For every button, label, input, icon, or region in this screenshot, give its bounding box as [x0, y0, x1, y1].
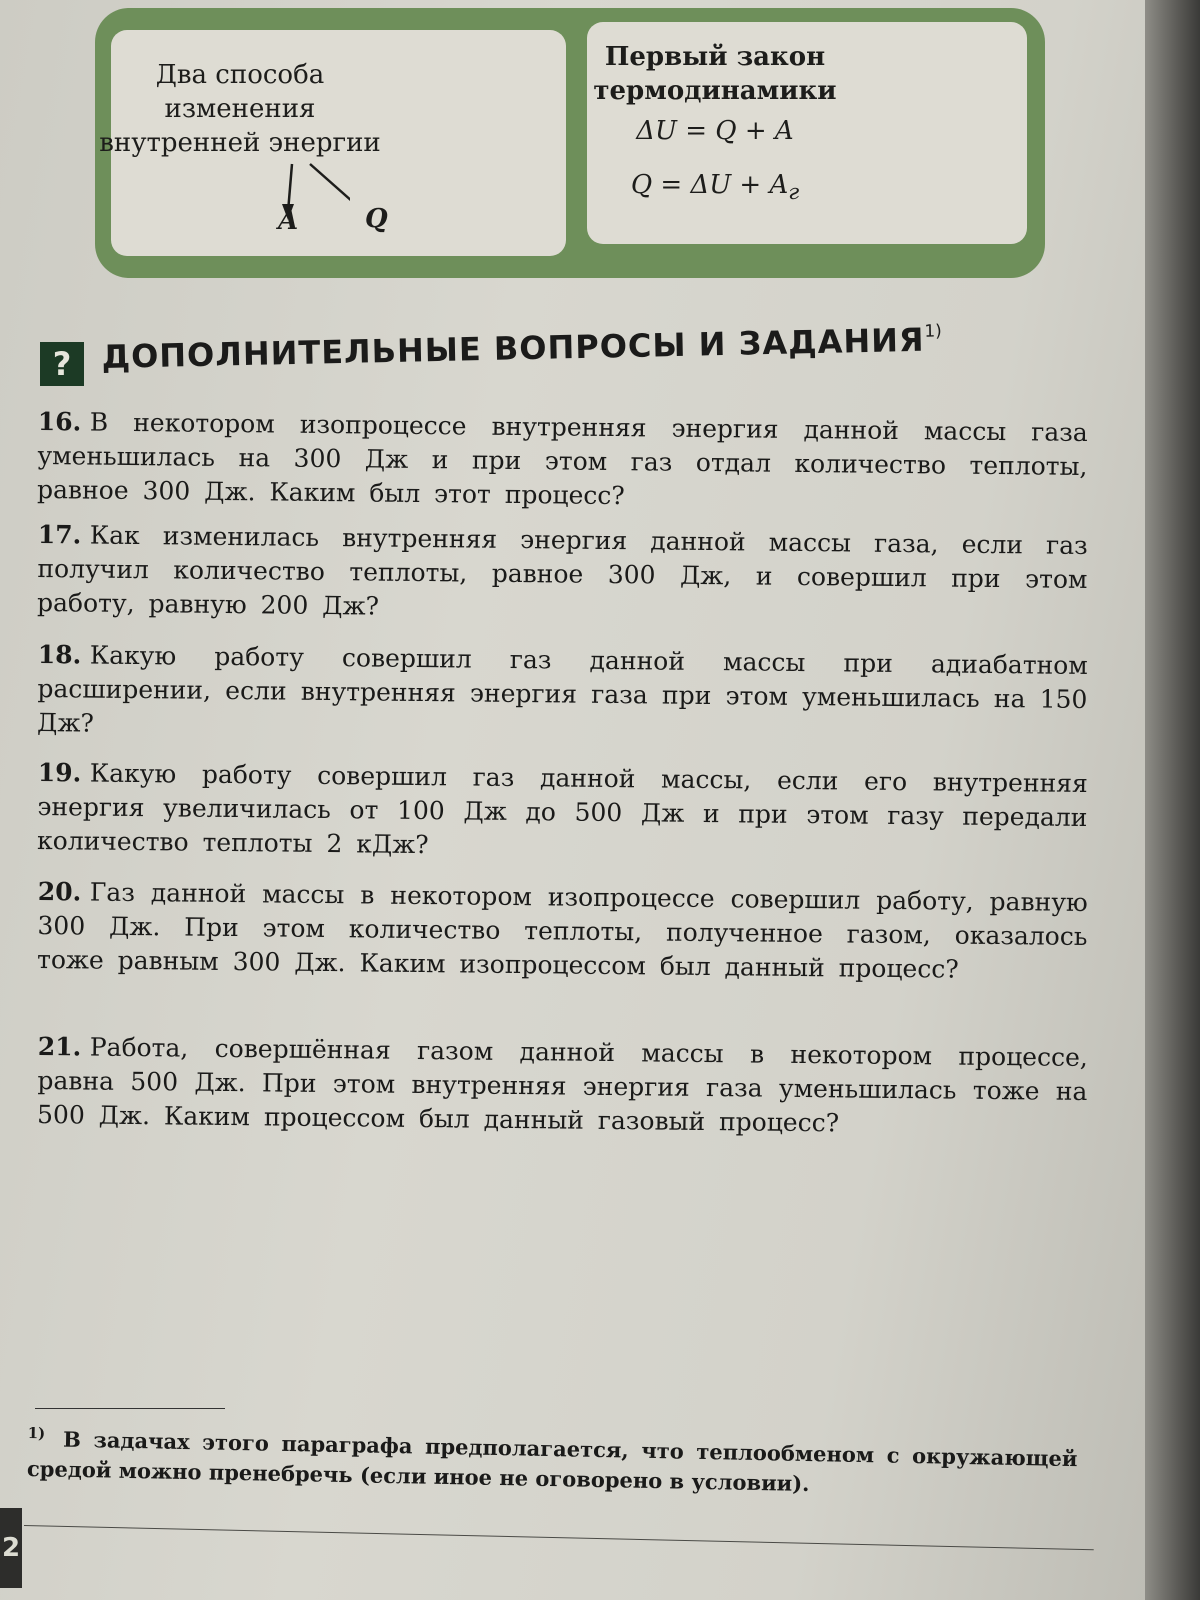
task-number: 20.	[37, 876, 82, 907]
section-heading	[40, 320, 1080, 388]
task-text: Какую работу совершил газ данной массы при адиабатном расширении, если внутренняя энергия газа при этом уменьшилась на 150 Дж?	[36, 640, 1088, 738]
section-footnote-ref: 1)	[924, 321, 943, 342]
formula-heat-main: Q = ΔU + A	[630, 170, 789, 200]
left-title-line-3: внутренней энергии	[99, 128, 381, 158]
first-law-title	[500, 40, 930, 108]
task-number: 16.	[37, 406, 82, 437]
left-title-line-2: изменения	[164, 94, 316, 124]
task-text: Как изменилась внутренняя энергия данной массы газа, если газ получил количество теплоты, равное 300 Дж, и совершил при этом работу, равную 200 Дж?	[36, 520, 1088, 621]
footnote-text: В задачах этого параграфа предполагается, что теплообменом с окружающей средой можно пренебречь (если иное не оговорено в условии).	[26, 1426, 1078, 1497]
page-edge-shadow	[1145, 0, 1200, 1600]
page-number: 2	[0, 1508, 22, 1588]
work-symbol: A	[278, 206, 299, 236]
task-18	[37, 638, 1088, 751]
task-text: Какую работу совершил газ данной массы, если его внутренняя энергия увеличилась от 100 Дж до 500 Дж и при этом газу передали количество теплоты 2 кДж?	[36, 758, 1088, 860]
right-title-line-2: термодинамики	[593, 76, 837, 106]
formula-energy-change: ΔU = Q + A	[636, 116, 794, 146]
task-21	[37, 1030, 1088, 1143]
task-19	[37, 756, 1088, 869]
section-title	[101, 320, 942, 376]
right-title-line-1: Первый закон	[604, 42, 826, 72]
left-title-line-1: Два способа	[155, 60, 325, 90]
task-number: 18.	[37, 639, 82, 670]
task-text: Газ данной массы в некотором изопроцессе совершил работу, равную 300 Дж. При этом количество теплоты, полученное газом, оказалось тоже равным 300 Дж. Каким изопроцессом был данный процесс?	[36, 877, 1088, 984]
footnote-mark: 1)	[27, 1423, 46, 1443]
energy-change-methods-title	[0, 58, 480, 160]
task-17	[37, 518, 1088, 631]
task-number: 19.	[37, 757, 82, 788]
heat-symbol: Q	[365, 204, 388, 234]
footnote	[27, 1418, 1078, 1504]
formula-heat-subscript: г	[788, 180, 800, 206]
bottom-divider	[24, 1525, 1094, 1550]
task-number: 21.	[37, 1031, 82, 1062]
footnote-divider	[35, 1408, 225, 1409]
task-20	[37, 875, 1088, 988]
question-icon: ?	[40, 342, 84, 386]
section-title-text: ДОПОЛНИТЕЛЬНЫЕ ВОПРОСЫ И ЗАДАНИЯ	[101, 320, 925, 376]
task-16	[37, 405, 1088, 518]
task-text: В некотором изопроцессе внутренняя энергия данной массы газа уменьшилась на 300 Дж и при этом газ отдал количество теплоты, равное 300 Дж. Каким был этот процесс?	[36, 407, 1088, 511]
branch-arrows-icon	[150, 162, 350, 222]
task-text: Работа, совершённая газом данной массы в некотором процессе, равна 500 Дж. При этом внутренняя энергия газа уменьшилась тоже на 500 Дж. Каким процессом был данный газовый процесс?	[36, 1032, 1088, 1138]
task-number: 17.	[37, 519, 82, 550]
formula-heat	[500, 170, 930, 205]
